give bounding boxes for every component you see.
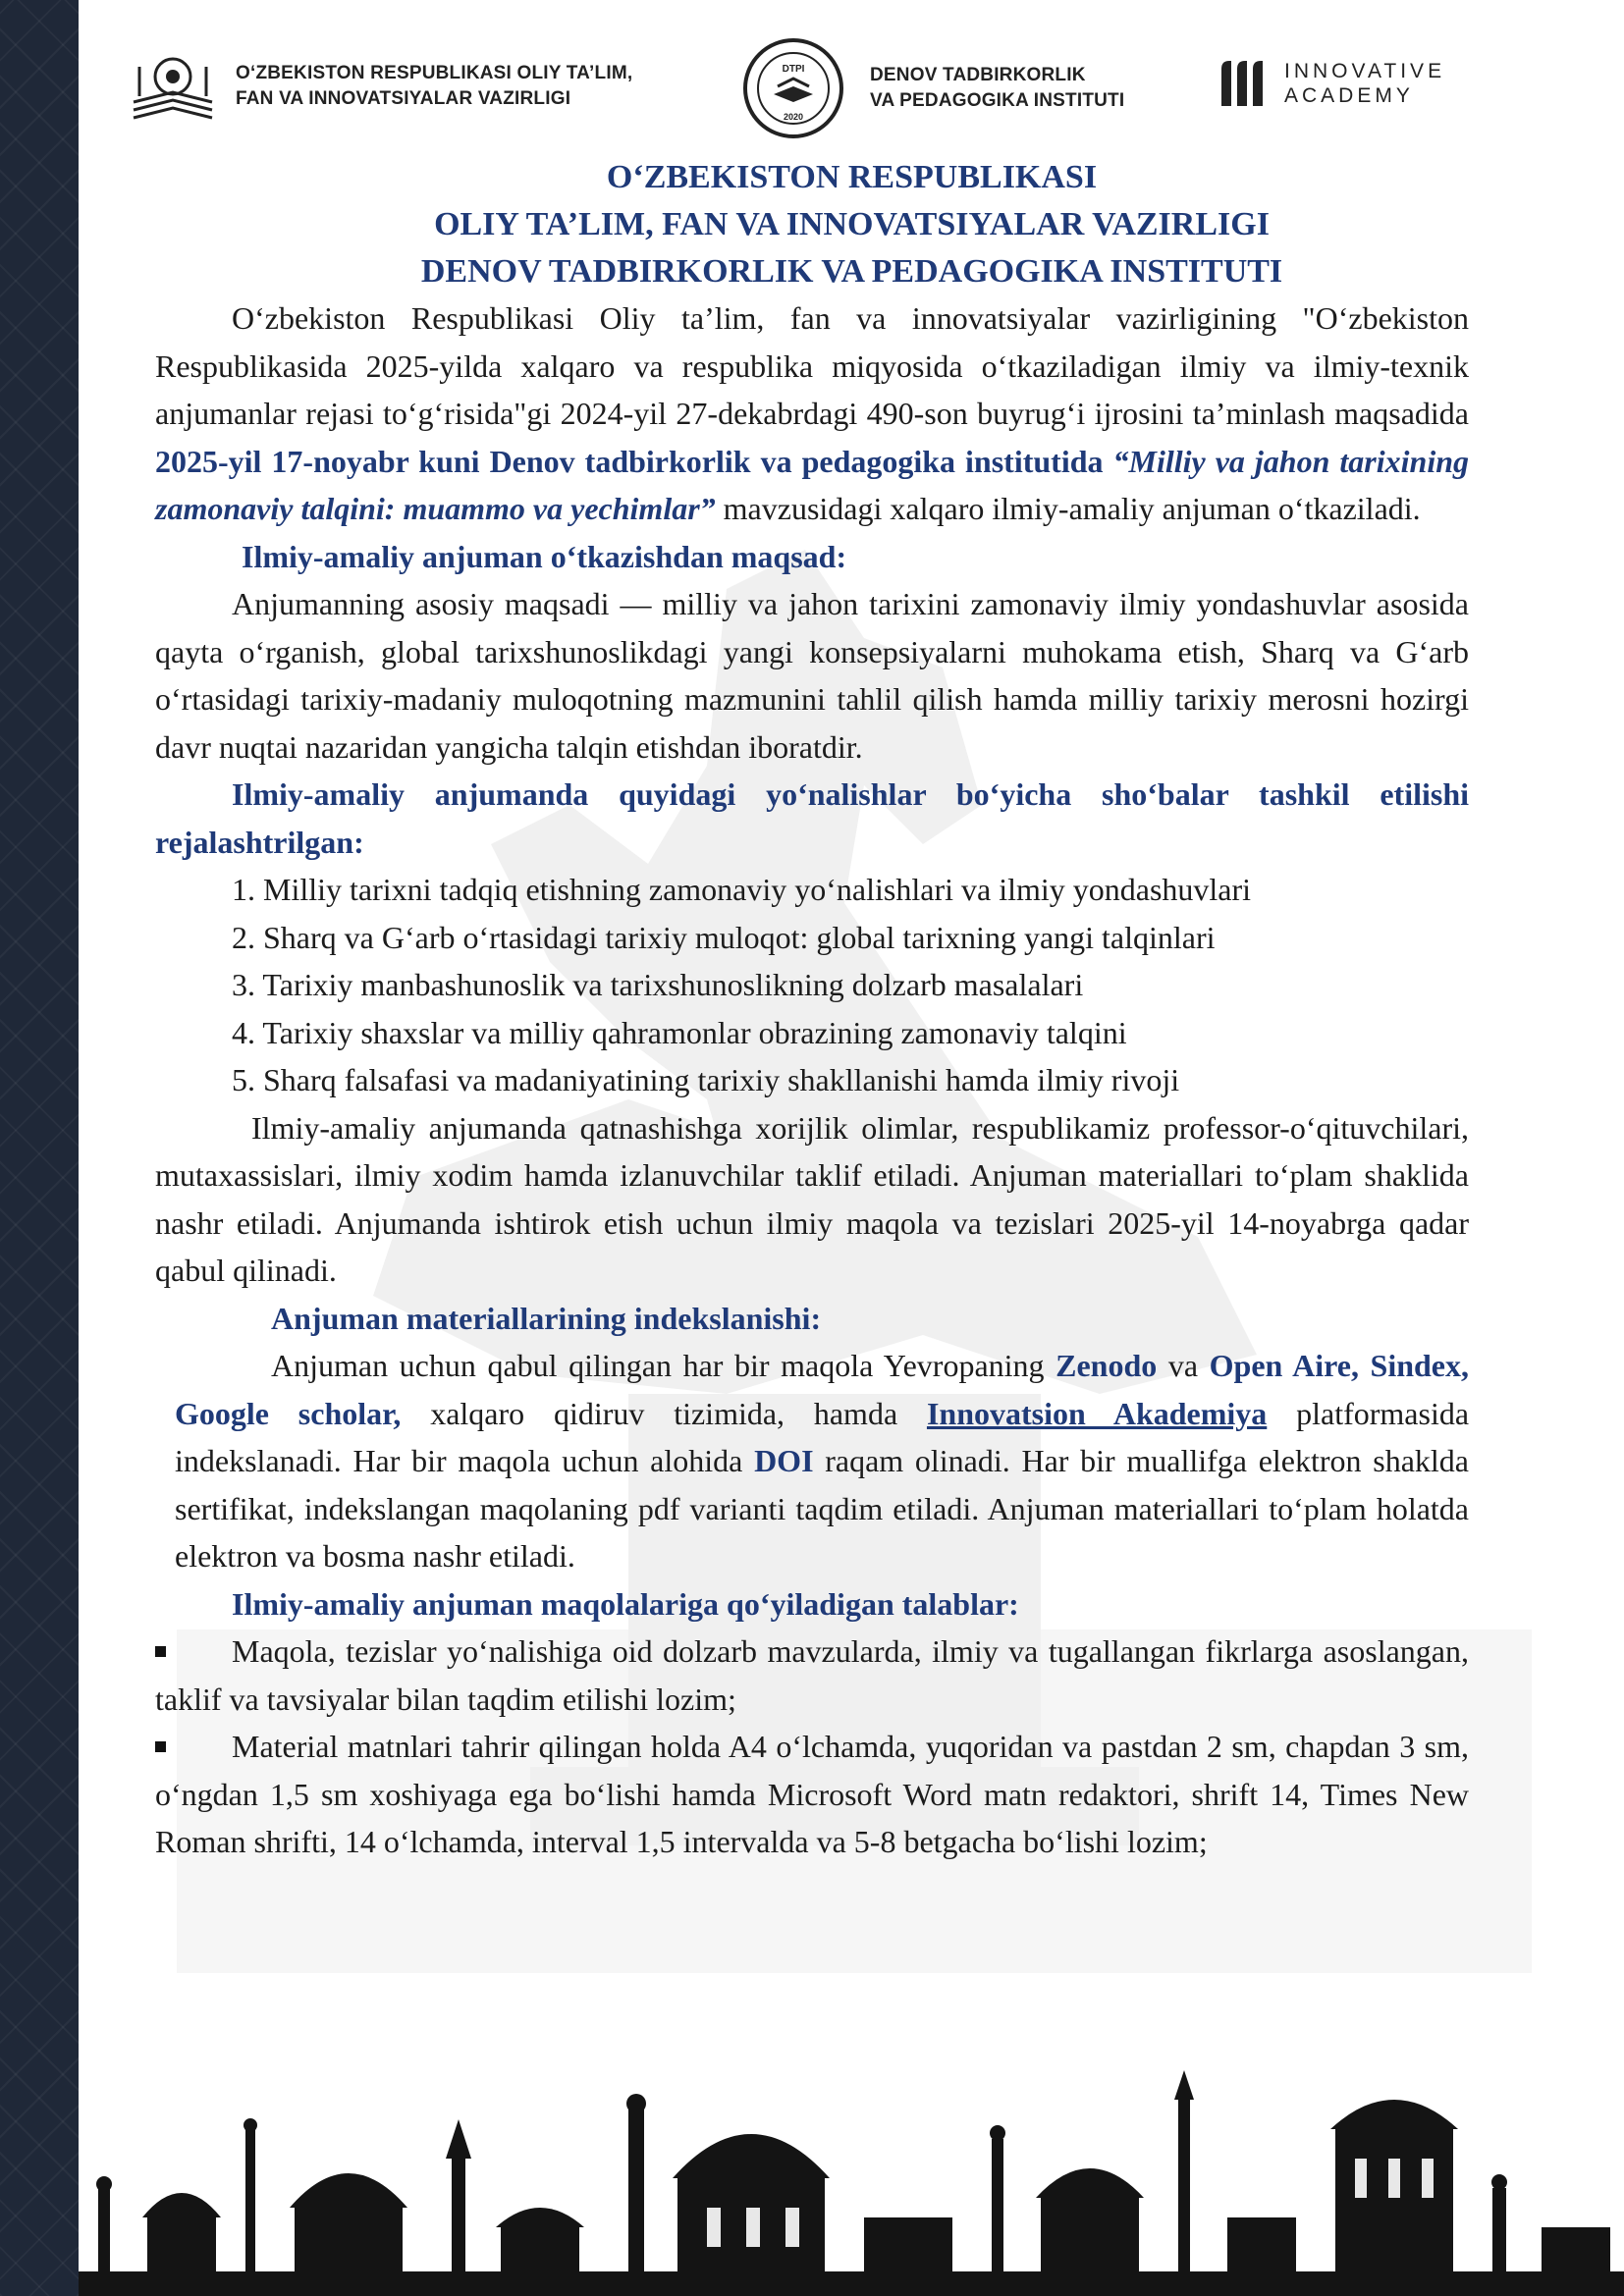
innovative-academy-icon — [1218, 59, 1271, 108]
indexing-text: xalqaro qidiruv tizimida, hamda — [401, 1395, 927, 1431]
indexing-text: raqam olinadi. Har bir muallifga elektron shakldа sertifikat, indekslangan maqolaning pdf varianti taqdim etiladi. Anjuman materiallari to‘plam holatda elektron va bosma nashr etiladi. — [175, 1443, 1470, 1574]
seal-year: 2020 — [783, 112, 804, 122]
title-line-2: OLIY TA’LIM, FAN VA INNOVATSIYALAR VAZIRLIGI — [434, 206, 1270, 242]
requirement-item: Maqola, tezislar yo‘nalishiga oid dolzarb mavzularda, ilmiy va tugallangan fikrlarga asoslangan, taklif va tavsiyalar bilan taqdim etilishi lozim; — [155, 1628, 1469, 1723]
title-line-1: O‘ZBEKISTON RESPUBLIKASI — [606, 159, 1098, 195]
intro-date-place: 2025-yil 17-noyabr kuni Denov tadbirkorlik va pedagogika institutida — [155, 443, 1113, 479]
bullet-icon — [155, 1723, 232, 1771]
innovative-academy-logo — [1218, 59, 1445, 108]
intro-topic: “Milliy va jahon tarixining zamonaviy talqini: muammo va yechimlar” — [155, 443, 1470, 526]
list-item: 3. Tarixiy manbashunoslik va tarixshunoslikning dolzarb masalalari — [232, 967, 1084, 1002]
ministry-logo-text: O‘ZBEKISTON RESPUBLIKASI OLIY TA’LIM, FAN VA INNOVATSIYALAR VAZIRLIGI — [236, 63, 633, 109]
institute-seal-icon — [742, 37, 844, 139]
index-systems-label: Open Aire, Sindex, Google scholar, — [175, 1348, 1470, 1431]
list-item: 2. Sharq va G‘arb o‘rtasidagi tarixiy muloqot: global tarixning yangi talqinlari — [232, 919, 1216, 955]
intro-text-after: mavzusidagi xalqaro ilmiy-amaliy anjuman o‘tkaziladi. — [715, 491, 1421, 526]
list-item: 1. Milliy tarixni tadqiq etishning zamonaviy yo‘nalishlari va ilmiy yondashuvlari — [232, 872, 1252, 907]
indexing-text: platformasida indekslanadi. Har bir maqola uchun alohida — [175, 1395, 1470, 1478]
intro-paragraph — [155, 294, 1469, 533]
indexing-heading: Anjuman materiallarining indekslanishi: — [271, 1300, 822, 1336]
city-skyline-decoration — [79, 2070, 1624, 2296]
sections-heading: Ilmiy-amaliy anjumanda quyidagi yo‘nalishlar bo‘yicha sho‘balar tashkil etilishi rejalashtrilgan: — [155, 776, 1469, 860]
doi-label: DOI — [754, 1443, 814, 1478]
sections-list — [155, 866, 1469, 1104]
ministry-logo — [128, 47, 632, 126]
list-item: 5. Sharq falsafasi va madaniyatining tarixiy shakllanishi hamda ilmiy rivoji — [232, 1062, 1180, 1097]
institute-logo-text: DENOV TADBIRKORLIK VA PEDAGOGIKA INSTITUTI — [870, 65, 1125, 111]
page-title — [118, 154, 1586, 295]
requirements-heading: Ilmiy-amaliy anjuman maqolalariga qo‘yiladigan talablar: — [232, 1585, 1019, 1622]
bullet-icon — [155, 1628, 232, 1676]
intro-text: O‘zbekiston Respublikasi Oliy ta’lim, fan va innovatsiyalar vazirligining "O‘zbekiston Respublikasida 2025-yilda xalqaro va respublika miqyosida o‘tkaziladigan ilmiy va ilmiy-texnik anjumanlar rejasi to‘g‘risida"gi 2024-yil 27-dekabrdagi 490-son buyrug‘i ijrosini ta’minlash maqsadida — [155, 300, 1469, 431]
indexing-text: va — [1157, 1348, 1210, 1383]
indexing-text: Anjuman uchun qabul qilingan har bir maqola Yevropaning — [271, 1348, 1056, 1383]
requirement-item: Material matnlari tahrir qilingan holda A4 o‘lchamda, yuqoridan va pastdan 2 sm, chapdan 3 sm, o‘ngdan 1,5 sm xoshiyaga ega bo‘lishi hamda Microsoft Word matn redaktori, shrift 14, Times New Roman shrifti, 14 o‘lchamda, interval 1,5 intervalda va 5-8 betgacha bo‘lishi lozim; — [155, 1723, 1469, 1866]
indexing-paragraph — [155, 1342, 1469, 1580]
goal-paragraph: Anjumanning asosiy maqsadi — milliy va jahon tarixini zamonaviy ilmiy yondashuvlar asosida qayta o‘rganish, global tarixshunoslikdagi yangi konsepsiyalarni muhokama etish, Sharq va G‘arb o‘rtasidagi tarixiy-madaniy muloqotning mazmunini tahlil qilish hamda milliy tarixiy merosni hozirgi davr nuqtai nazaridan yangicha talqin etishdan iboratdir. — [155, 586, 1469, 765]
goal-heading: Ilmiy-amaliy anjuman o‘tkazishdan maqsad: — [242, 538, 847, 574]
list-item: 4. Tarixiy shaxslar va milliy qahramonlar obrazining zamonaviy talqini — [232, 1014, 1127, 1050]
header-logos — [128, 37, 1483, 155]
document-body — [155, 294, 1469, 1866]
zenodo-label: Zenodo — [1056, 1348, 1158, 1383]
ministry-emblem-icon — [128, 47, 218, 126]
seal-top-text: DTPI — [782, 64, 805, 75]
innovatsion-akademiya-link[interactable]: Innovatsion Akademiya — [926, 1395, 1268, 1431]
institute-logo — [742, 37, 1124, 139]
title-line-3: DENOV TADBIRKORLIK VA PEDAGOGIKA INSTITUTI — [420, 253, 1283, 290]
participation-paragraph: Ilmiy-amaliy anjumanda qatnashishga xorijlik olimlar, respublikamiz professor-o‘qituvchilari, mutaxassislari, ilmiy xodim hamda izlanuvchilar taklif etiladi. Anjuman materiallari to‘plam shaklida nashr etiladi. Anjumanda ishtirok etish uchun ilmiy maqola va tezislari 2025-yil 14-noyabrga qadar qabul qilinadi. — [155, 1109, 1469, 1288]
decorative-side-strip — [0, 0, 79, 2296]
innovative-academy-text: INNOVATIVE ACADEMY — [1284, 60, 1446, 107]
